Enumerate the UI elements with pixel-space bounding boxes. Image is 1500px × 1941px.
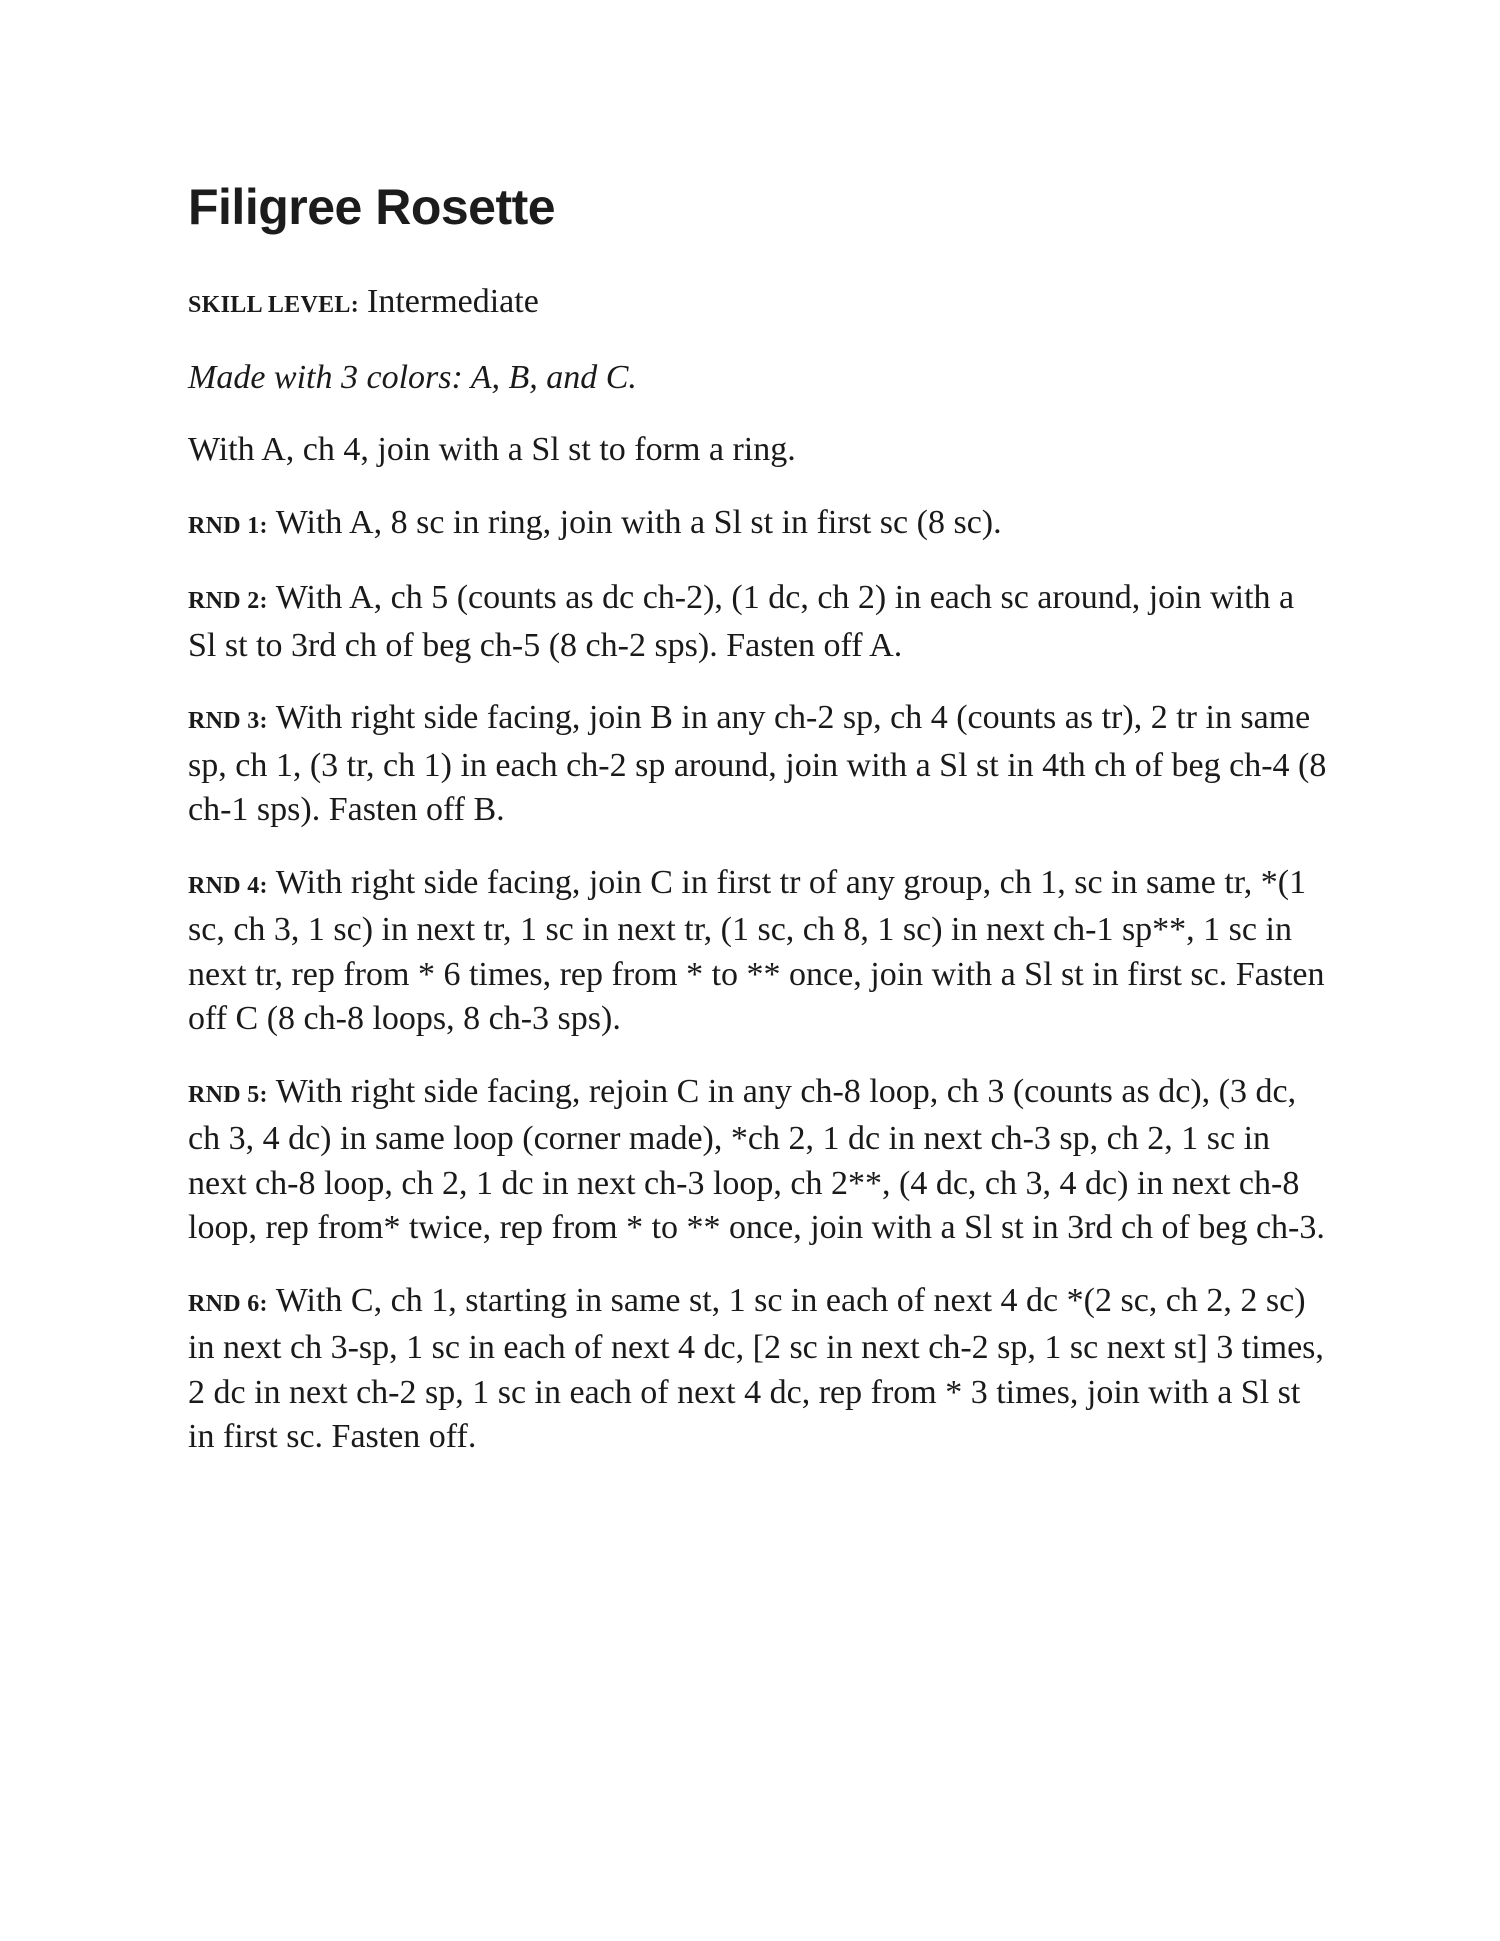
- round-text: With right side facing, join C in first tr of any group, ch 1, sc in same tr, *(1 sc, ch 3, 1 sc) in next tr, 1 sc in next tr, (1 sc, ch 8, 1 sc) in next ch-1 sp**, 1 sc in next tr, rep from * 6 times, rep from * to ** once, join with a Sl st in first sc. Fasten off C (8 ch-8 loops, 8 ch-3 sps).: [188, 863, 1325, 1037]
- round-4: [188, 861, 1328, 1042]
- round-label: RND 4:: [188, 872, 268, 899]
- round-1: [188, 501, 1328, 549]
- round-text: With right side facing, rejoin C in any ch-8 loop, ch 3 (counts as dc), (3 dc, ch 3, 4 dc) in same loop (corner made), *ch 2, 1 dc in next ch-3 sp, ch 2, 1 sc in next ch-8 loop, ch 2, 1 dc in next ch-3 loop, ch 2**, (4 dc, ch 3, 4 dc) in next ch-8 loop, rep from* twice, rep from * to ** once, join with a Sl st in 3rd ch of beg ch-3.: [188, 1072, 1325, 1246]
- round-label: RND 2:: [188, 588, 268, 614]
- skill-level-label: SKILL LEVEL:: [188, 292, 360, 318]
- round-label: RND 6:: [188, 1290, 268, 1317]
- round-5: [188, 1070, 1328, 1251]
- round-2: [188, 576, 1328, 668]
- round-text: With C, ch 1, starting in same st, 1 sc in each of next 4 dc *(2 sc, ch 2, 2 sc) in next ch 3-sp, 1 sc in each of next 4 dc, [2 sc in next ch-2 sp, 1 sc next st] 3 times, 2 dc in next ch-2 sp, 1 sc in each of next 4 dc, rep from * 3 times, join with a Sl st in first sc. Fasten off.: [188, 1281, 1324, 1455]
- round-label: RND 1:: [188, 512, 268, 539]
- round-6: [188, 1279, 1328, 1460]
- pattern-content: [188, 176, 1328, 1488]
- skill-level: [188, 280, 1328, 328]
- round-3: [188, 696, 1328, 833]
- intro-instruction: With A, ch 4, join with a Sl st to form a ring.: [188, 431, 796, 468]
- round-text: With A, 8 sc in ring, join with a Sl st in first sc (8 sc).: [275, 503, 1002, 541]
- round-text: With right side facing, join B in any ch-2 sp, ch 4 (counts as tr), 2 tr in same sp, ch 1, (3 tr, ch 1) in each ch-2 sp around, join with a Sl st in 4th ch of beg ch-4 (8 ch-1 sps). Fasten off B.: [188, 699, 1327, 828]
- skill-level-value: Intermediate: [367, 283, 539, 320]
- pattern-title: Filigree Rosette: [188, 179, 556, 235]
- round-text: With A, ch 5 (counts as dc ch-2), (1 dc, ch 2) in each sc around, join with a Sl st to 3rd ch of beg ch-5 (8 ch-2 sps). Fasten off A.: [188, 579, 1295, 664]
- round-label: RND 5:: [188, 1081, 268, 1108]
- colors-note: Made with 3 colors: A, B, and C.: [188, 358, 637, 396]
- round-label: RND 3:: [188, 708, 268, 734]
